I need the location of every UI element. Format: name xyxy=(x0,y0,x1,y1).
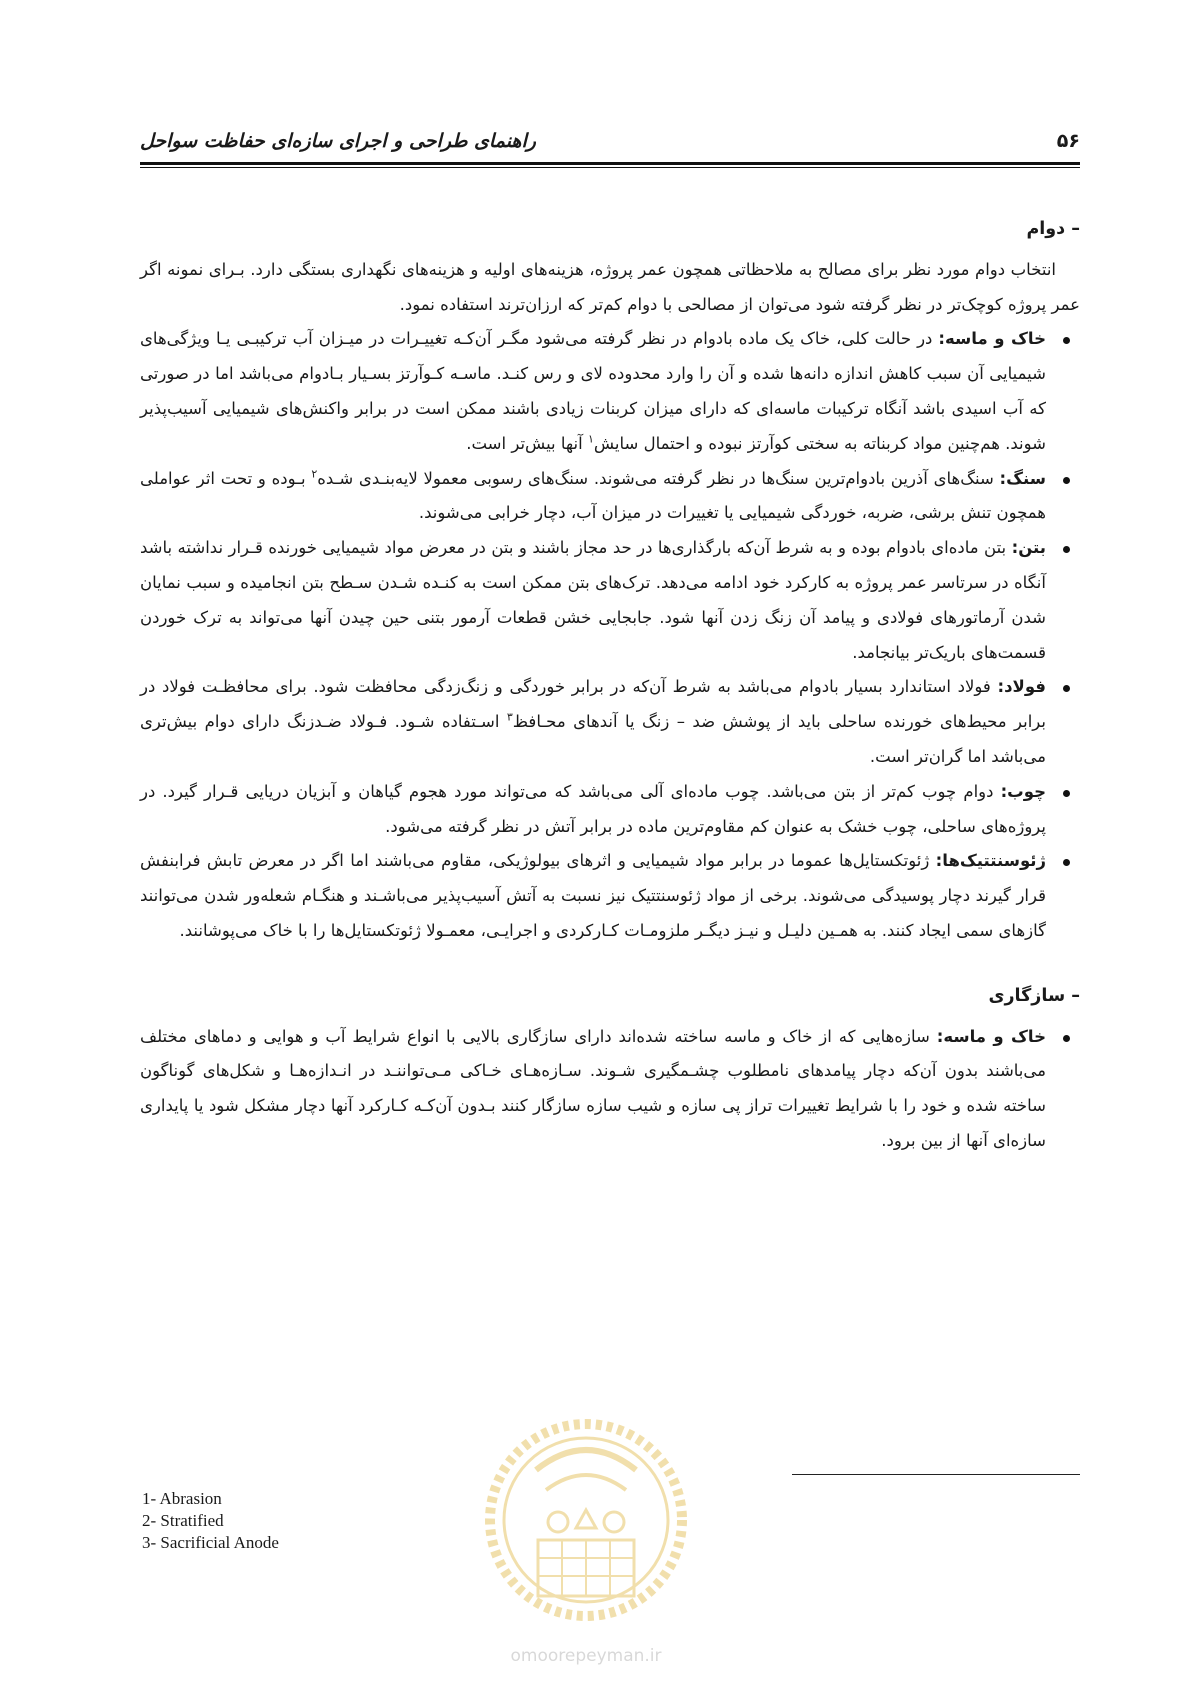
list-item-timber xyxy=(140,775,1080,845)
item-text: در حالت کلی، خاک یک ماده بادوام در نظر گرفته می‌شود مگـر آن‌کـه تغییـرات در میـزان آب ترکیبـی یـا ویژگی‌های شیمیایی آن سبب کاهش اندازه دانه‌ها شده و آن را وارد محدوده لای و رس کنـد. ماسـه کـوآرتز بسـیار بـادوام می‌باشد اما در صورتی که آب اسیدی باشد آنگاه ترکیبات ماسه‌ای که دارای میزان کربنات زیادی باشند ممکن است در برابر واکنش‌های شیمیایی آسیب‌پذیر شوند. هم‌چنین مواد کربناته به سختی کوآرتز نبوده و احتمال سایش xyxy=(140,329,1046,453)
item-text: بتن ماده‌ای بادوام بوده و به شرط آن‌که بارگذاری‌ها در حد مجاز باشند و بتن در معرض مواد شیمیایی خورنده قـرار نداشته باشد آنگاه در سرتاسر عمر پروژه به کارکرد خود ادامه می‌دهد. ترک‌های بتن ممکن است به کنـده شـدن سـطح بتن انجامیده و سبب نمایان شدن آرماتورهای فولادی و پیامد آن زنگ زدن آنها شود. جابجایی خشن قطعات آرمور بتنی حین چیدن آنها می‌تواند به ترک خوردن قسمت‌های باریک‌تر بیانجامد. xyxy=(140,538,1046,662)
footnote-2: 2- Stratified xyxy=(142,1511,224,1530)
durability-list xyxy=(140,322,1080,948)
bullet-icon xyxy=(1063,546,1070,553)
section-heading-durability: – دوام xyxy=(1026,219,1080,239)
item-text: دوام چوب کم‌تر از بتن می‌باشد. چوب ماده‌ای آلی می‌باشد که می‌تواند مورد هجوم گیاهان و آبزیان دریایی قـرار گیرد. در پروژه‌های ساحلی، چوب خشک به عنوان کم مقاوم‌ترین ماده در برابر آتش در نظر گرفته می‌شود. xyxy=(140,781,1046,836)
item-text: سازه‌هایی که از خاک و ماسه ساخته شده‌اند دارای سازگاری بالایی با انواع شرایط آب و هوایی و دماهای مختلف می‌باشند بدون آن‌که دچار پیامدهای نامطلوب چشـمگیری شـوند. سـازه‌هـای خـاکی مـی‌تواننـد در انـدازه‌هـا و شکل‌های گوناگون ساخته شده و خود را با شرایط تغییرات تراز پی سازه و شیب سازه سازگار کنند بـدون آن‌کـه کـارکرد آنها دچار مشکل شود یا پایداری سازه‌ای آنها از بین برود. xyxy=(140,1026,1046,1150)
watermark-url: omoorepeyman.ir xyxy=(510,1646,662,1666)
term-label: ژئوسنتتیک‌ها: xyxy=(935,851,1046,871)
footnote-ref: ۲ xyxy=(311,467,318,481)
item-text: ژئوتکستایل‌ها عموما در برابر مواد شیمیایی و اثرهای بیولوژیکی، مقاوم می‌باشند اما اگر در معرض تابش فرابنفش قرار گیرند دچار پوسیدگی می‌شوند. برخی از مواد ژئوسنتتیک نیز نسبت به آتش آسیب‌پذیر می‌باشـند و هنگـام شعله‌ور شدن می‌توانند گازهای سمی ایجاد کنند. به همـین دلیـل و نیـز دیگـر ملزومـات کـارکردی و اجرایـی، معمـولا ژئوتکستایل‌ها را با خاک می‌پوشانند. xyxy=(140,851,1046,940)
term-label: خاک و ماسه: xyxy=(938,329,1046,349)
list-item-steel xyxy=(140,670,1080,774)
list-item-concrete xyxy=(140,531,1080,670)
item-text-end: آنها بیش‌تر است. xyxy=(466,433,588,453)
list-item-soil-sand-compat xyxy=(140,1020,1080,1159)
page-number: ۵۶ xyxy=(1056,130,1080,152)
bullet-icon xyxy=(1063,859,1070,866)
item-text: فولاد استاندارد بسیار بادوام می‌باشد به شرط آن‌که در برابر خوردگی و زنگ‌زدگی محافظت شود. برای محافظـت فولاد در برابر محیط‌های خورنده ساحلی باید از پوشش ضد – زنگ یا آندهای محـافظ xyxy=(140,677,1046,732)
intro-paragraph: انتخاب دوام مورد نظر برای مصالح به ملاحظاتی همچون عمر پروژه، هزینه‌های اولیه و هزینه‌های نگهداری بستگی دارد. بـرای نمونه اگر عمر پروژه کوچک‌تر در نظر گرفته شود می‌توان از مصالحی با دوام کم‌تر که ارزان‌ترند استفاده نمود. xyxy=(140,259,1080,314)
page-content xyxy=(140,212,1080,1159)
list-item-soil-sand xyxy=(140,322,1080,461)
term-label: خاک و ماسه: xyxy=(936,1026,1046,1046)
list-item-geosynthetics xyxy=(140,844,1080,948)
bullet-icon xyxy=(1063,477,1070,484)
omoor-peyman-seal-logo-icon xyxy=(476,1410,696,1640)
footnote-ref: ۱ xyxy=(587,432,594,446)
section-heading-compatibility: – سازگاری xyxy=(988,985,1080,1006)
item-text: سنگ‌های آذرین بادوام‌ترین سنگ‌ها در نظر گرفته می‌شوند. سنگ‌های رسوبی معمولا لایه‌بنـدی شـده xyxy=(317,468,1000,488)
term-label: سنگ: xyxy=(999,468,1046,488)
bullet-icon xyxy=(1063,337,1070,344)
compatibility-list xyxy=(140,1020,1080,1159)
running-title: راهنمای طراحی و اجرای سازه‌ای حفاظت سواحل xyxy=(140,130,536,152)
bullet-icon xyxy=(1063,685,1070,692)
term-label: چوب: xyxy=(1000,781,1046,801)
list-item-stone xyxy=(140,462,1080,532)
bullet-icon xyxy=(1063,790,1070,797)
watermark xyxy=(476,1410,696,1668)
page-header xyxy=(140,118,1080,158)
item-text-end: اسـتفاده شـود. فـولاد ضـدزنگ دارای دوام بیش‌تری می‌باشد اما گران‌تر است. xyxy=(140,712,1046,766)
item-text-end: بـوده و تحت اثر عواملی همچون تنش برشی، ضربه، خوردگی شیمیایی یا تغییرات در میزان آب، دچار خرابی می‌شوند. xyxy=(140,468,1046,523)
header-rule xyxy=(140,162,1080,168)
term-label: فولاد: xyxy=(997,677,1046,697)
footnote-ref: ۳ xyxy=(506,710,513,724)
term-label: بتن: xyxy=(1011,538,1046,558)
footnote-rule xyxy=(792,1474,1080,1475)
footnote-1: 1- Abrasion xyxy=(142,1489,222,1508)
bullet-icon xyxy=(1063,1035,1070,1042)
footnotes xyxy=(142,1488,279,1554)
footnote-3: 3- Sacrificial Anode xyxy=(142,1533,279,1552)
